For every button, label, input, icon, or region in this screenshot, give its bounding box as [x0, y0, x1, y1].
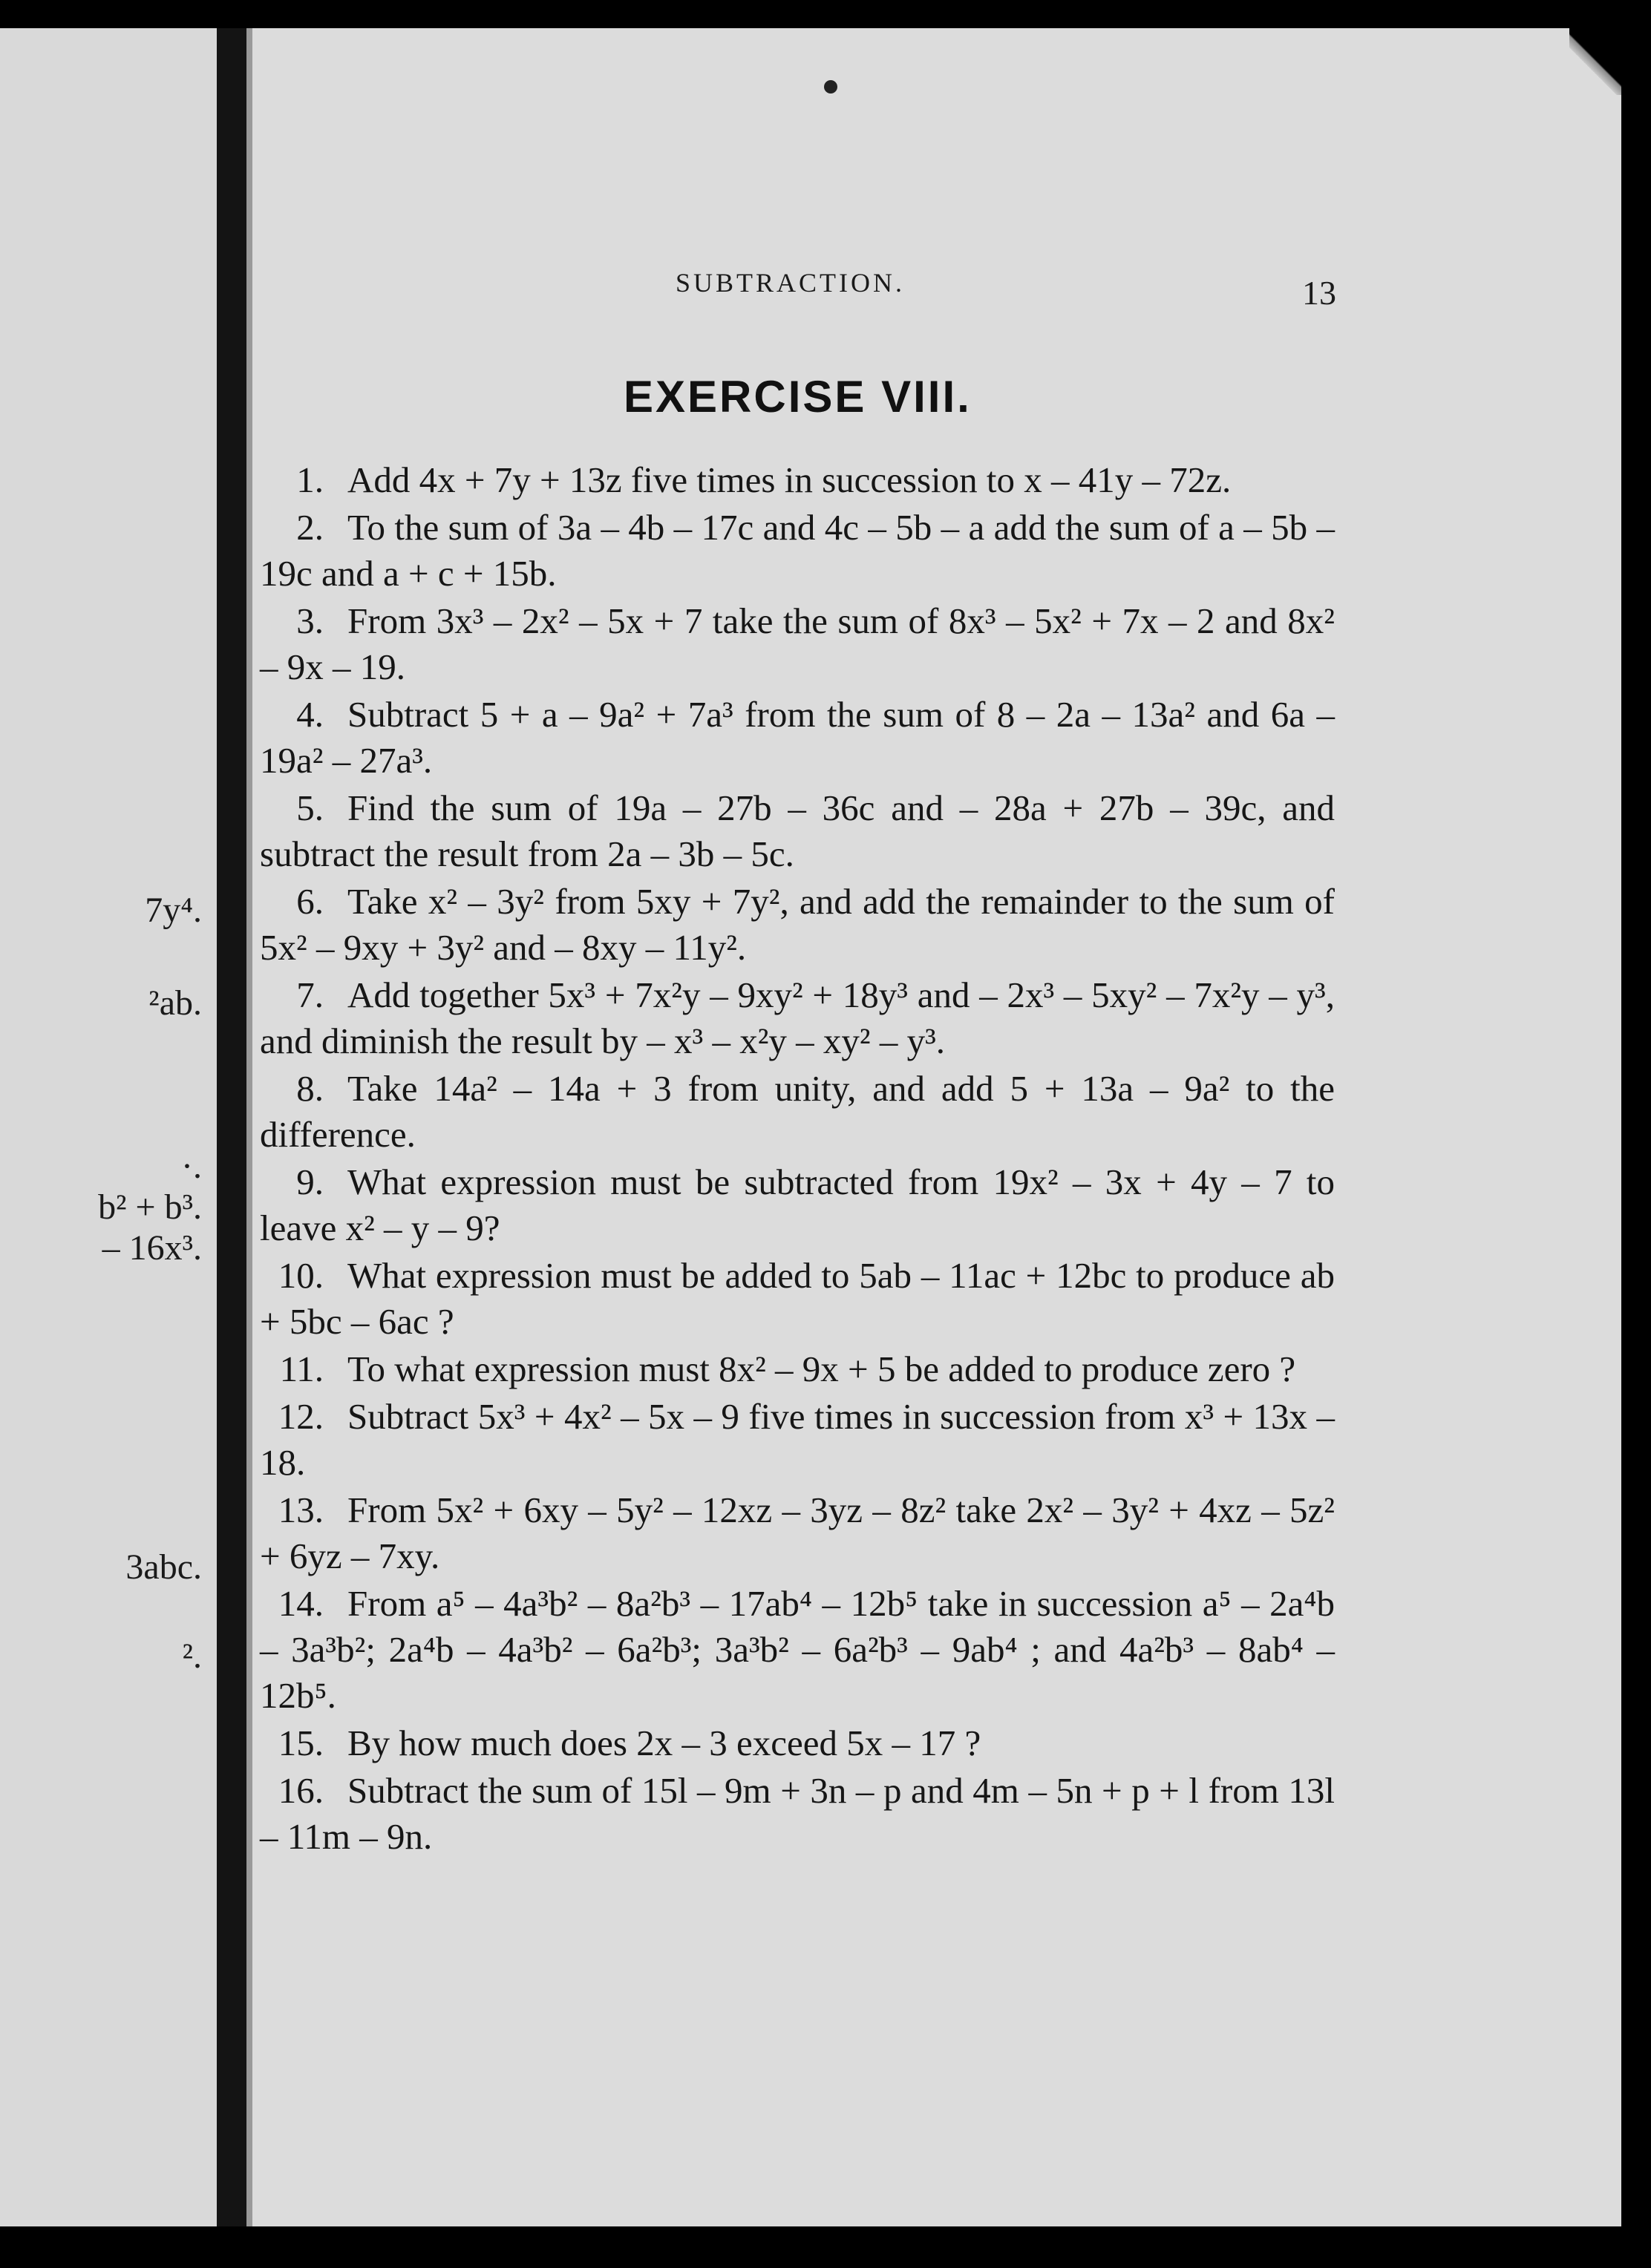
problem-item — [260, 692, 1335, 784]
problem-text: From a⁵ – 4a³b² – 8a²b³ – 17ab⁴ – 12b⁵ take in succession a⁵ – 2a⁴b – 3a³b²; 2a⁴b – 4a³b² – 6a²b³; 3a³b² – 6a²b³ – 9ab⁴ ; and 4a²b³ – 8ab⁴ – 12b⁵. — [260, 1583, 1335, 1716]
problem-number: 10. — [278, 1255, 324, 1296]
left-fragment: ². — [182, 1636, 202, 1676]
page-number: 13 — [1302, 274, 1336, 312]
problem-text: Add together 5x³ + 7x²y – 9xy² + 18y³ and – 2x³ – 5xy² – 7x²y – y³, and diminish the result by – x³ – x²y – xy² – y³. — [260, 974, 1335, 1061]
left-fragment: ²ab. — [148, 983, 202, 1023]
left-fragment: b² + b³. — [98, 1187, 202, 1227]
problem-item — [260, 1768, 1335, 1860]
exercise-title: EXERCISE VIII. — [624, 372, 972, 422]
problem-text: Subtract 5x³ + 4x² – 5x – 9 five times in succession from x³ + 13x – 18. — [260, 1396, 1335, 1483]
problem-item — [260, 972, 1335, 1064]
problem-number: 2. — [296, 507, 324, 548]
problem-text: By how much does 2x – 3 exceed 5x – 17 ? — [347, 1723, 981, 1763]
problem-text: To what expression must 8x² – 9x + 5 be added to produce zero ? — [347, 1348, 1296, 1389]
problem-number: 6. — [296, 881, 324, 922]
problem-number: 5. — [296, 787, 324, 828]
problem-item — [260, 1253, 1335, 1345]
page-corner — [1569, 28, 1621, 95]
left-fragment: 3abc. — [125, 1547, 202, 1587]
problem-number: 11. — [279, 1348, 324, 1389]
problem-text: From 5x² + 6xy – 5y² – 12xz – 3yz – 8z² take 2x² – 3y² + 4xz – 5z² + 6yz – 7xy. — [260, 1489, 1335, 1576]
problem-text: From 3x³ – 2x² – 5x + 7 take the sum of 8x³ – 5x² + 7x – 2 and 8x² – 9x – 19. — [260, 600, 1335, 687]
problem-text: What expression must be subtracted from 19x² – 3x + 4y – 7 to leave x² – y – 9? — [260, 1161, 1335, 1248]
problem-item — [260, 598, 1335, 690]
problem-text: To the sum of 3a – 4b – 17c and 4c – 5b – a add the sum of a – 5b – 19c and a + c + 15b. — [260, 507, 1335, 594]
problem-number: 14. — [278, 1583, 324, 1624]
problem-number: 16. — [278, 1770, 324, 1811]
right-page — [252, 28, 1621, 2226]
problem-text: Take x² – 3y² from 5xy + 7y², and add the remainder to the sum of 5x² – 9xy + 3y² and – 8xy – 11y². — [260, 881, 1335, 968]
left-page — [0, 28, 217, 2226]
problem-number: 4. — [296, 694, 324, 735]
problem-item — [260, 1066, 1335, 1158]
problem-number: 7. — [296, 974, 324, 1015]
problem-text: Subtract 5 + a – 9a² + 7a³ from the sum of 8 – 2a – 13a² and 6a – 19a² – 27a³. — [260, 694, 1335, 781]
running-head: SUBTRACTION. — [676, 268, 906, 298]
exercise-list — [260, 457, 1335, 1861]
problem-item — [260, 505, 1335, 597]
problem-item — [260, 1720, 1335, 1766]
problem-item — [260, 457, 1335, 503]
left-fragment: 7y⁴. — [145, 891, 202, 930]
problem-text: Take 14a² – 14a + 3 from unity, and add 5 + 13a – 9a² to the difference. — [260, 1068, 1335, 1155]
problem-text: Subtract the sum of 15l – 9m + 3n – p and 4m – 5n + p + l from 13l – 11m – 9n. — [260, 1770, 1335, 1857]
problem-text: What expression must be added to 5ab – 11ac + 12bc to produce ab + 5bc – 6ac ? — [260, 1255, 1335, 1342]
problem-number: 12. — [278, 1396, 324, 1437]
book-spine — [217, 28, 246, 2226]
problem-item — [260, 1487, 1335, 1579]
problem-item — [260, 1159, 1335, 1251]
problem-item — [260, 879, 1335, 971]
problem-item — [260, 1581, 1335, 1719]
left-fragment: ·. — [181, 1147, 202, 1186]
problem-number: 15. — [278, 1723, 324, 1763]
problem-number: 9. — [296, 1161, 324, 1202]
problem-item — [260, 1346, 1335, 1392]
problem-number: 8. — [296, 1068, 324, 1109]
ink-dot — [824, 80, 837, 94]
problem-number: 3. — [296, 600, 324, 641]
problem-item — [260, 785, 1335, 877]
page-edge — [246, 28, 252, 2226]
problem-text: Add 4x + 7y + 13z five times in succession to x – 41y – 72z. — [347, 459, 1232, 500]
problem-item — [260, 1394, 1335, 1486]
problem-number: 1. — [296, 459, 324, 500]
left-fragment: – 16x³. — [102, 1228, 202, 1268]
problem-text: Find the sum of 19a – 27b – 36c and – 28a + 27b – 39c, and subtract the result from 2a – 3b – 5c. — [260, 787, 1335, 874]
problem-number: 13. — [278, 1489, 324, 1530]
